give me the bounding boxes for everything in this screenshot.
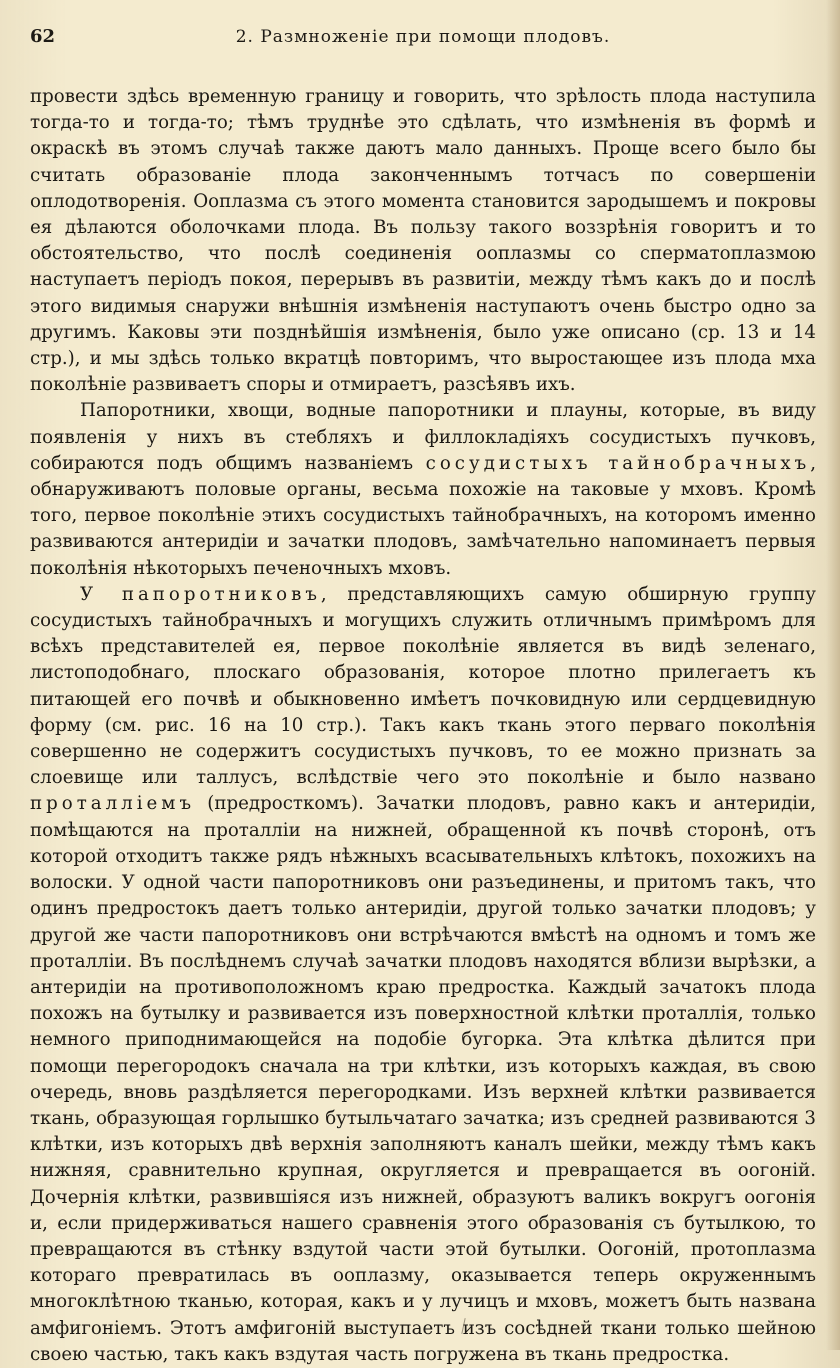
paragraph-3 — [30, 582, 816, 1368]
paragraph-2-text-a: Папоротники, хвощи, водные папоротники и плауны, которые, въ виду появленія у нихъ въ стебляхъ и филлокладіяхъ сосудистыхъ пучковъ, собираются подъ общимъ названіемъ — [30, 400, 816, 474]
running-title: 2. Размноженіе при помощи плодовъ. — [235, 27, 611, 47]
term-vascular-cryptogams: сосудистыхъ тайнобрачныхъ — [425, 452, 811, 474]
paragraph-2-text-b: , обнаруживаютъ половые органы, весьма похожіе на таковые у мховъ. Кромѣ того, первое поколѣніе этихъ сосудистыхъ тайнобрачныхъ, на которомъ именно развиваются антеридіи и зачатки плодовъ, замѣчательно напоминаетъ первыя поколѣнія нѣкоторыхъ печеночныхъ мховъ. — [30, 452, 816, 579]
term-ferns: У папоротниковъ — [80, 583, 321, 605]
page-edge-shadow — [826, 0, 840, 1350]
book-page — [30, 26, 816, 1368]
paragraph-2 — [30, 398, 816, 581]
page-header — [30, 26, 816, 60]
page-number: 62 — [30, 26, 56, 47]
paragraph-3-text-b: (предросткомъ). Зачатки плодовъ, равно какъ и антеридіи, помѣщаются на проталліи на нижней, обращенной къ почвѣ сторонѣ, отъ которой отходитъ также рядъ нѣжныхъ всасывательныхъ клѣтокъ, похожихъ на волоски. У одной части папоротниковъ они разъединены, и притомъ такъ, что одинъ предростокъ даетъ только антеридіи, другой только зачатки плодовъ; у другой же части папоротниковъ они встрѣчаются вмѣстѣ на одномъ и томъ же проталліи. Въ послѣднемъ случаѣ зачатки плодовъ находятся вблизи вырѣзки, а антеридіи на противоположномъ краю предростка. Каждый зачатокъ плода похожъ на бутылку и развивается изъ поверхностной клѣтки проталлія, только немного приподнимающейся на подобіе бугорка. Эта клѣтка дѣлится при помощи перегородокъ сначала на три клѣтки, изъ которыхъ каждая, въ свою очередь, вновь раздѣляется перегородками. Изъ верхней клѣтки развивается ткань, образующая горлышко бутыльчатаго зачатка; изъ средней развиваются 3 клѣтки, изъ которыхъ двѣ верхнія заполняютъ каналъ шейки, между тѣмъ какъ нижняя, сравнительно крупная, округляется и превращается въ оогоній. Дочернія клѣтки, развившіяся изъ нижней, образуютъ валикъ вокругъ оогонія и, если придерживаться нашего сравненія этого образованія съ бутылкою, то превращаются въ стѣнку вздутой части этой бутылки. Оогоній, протоплазма котораго превратилась въ ооплазму, оказывается теперь окруженнымъ многоклѣтною тканью, которая, какъ и у лучицъ и мховъ, можетъ быть названа амфигоніемъ. Этотъ амфигоній выступаетъ изъ сосѣдней ткани только шейною своею частью, такъ какъ вздутая часть погружена въ ткань предростка. — [30, 793, 816, 1365]
paragraph-3-text-a: , представляющихъ самую обширную группу сосудистыхъ тайнобрачныхъ и могущихъ служить отличнымъ примѣромъ для всѣхъ представителей ея, первое поколѣніе является въ видѣ зеленаго, листоподобнаго, плоскаго образованія, которое плотно прилегаетъ къ питающей его почвѣ и обыкновенно имѣетъ почковидную или сердцевидную форму (см. рис. 16 на 10 стр.). Такъ какъ ткань этого перваго поколѣнія совершенно не содержитъ сосудистыхъ пучковъ, то ее можно признать за слоевище или таллусъ, вслѣдствіе чего это поколѣніе и было названо — [30, 583, 816, 789]
term-prothallium: проталліемъ — [30, 793, 196, 815]
paragraph-1: провести здѣсь временную границу и говорить, что зрѣлость плода наступила тогда-то и тогда-то; тѣмъ труднѣе это сдѣлать, что измѣненія въ формѣ и окраскѣ въ этомъ случаѣ также даютъ мало данныхъ. Проще всего было бы считать образованіе плода законченнымъ тотчасъ по совершеніи оплодотворенія. Ооплазма съ этого момента становится зародышемъ и покровы ея дѣлаются оболочками плода. Въ пользу такого воззрѣнія говоритъ и то обстоятельство, что послѣ соединенія ооплазмы со сперматоплазмою наступаетъ періодъ покоя, перерывъ въ развитіи, между тѣмъ какъ до и послѣ этого видимыя снаружи внѣшнія измѣненія наступаютъ очень быстро одно за другимъ. Каковы эти позднѣйшія измѣненія, было уже описано (ср. 13 и 14 стр.), и мы здѣсь только вкратцѣ повторимъ, что выростающее изъ плода мха поколѣніе развиваетъ споры и отмираетъ, разсѣявъ ихъ. — [30, 86, 816, 396]
body-text — [30, 84, 816, 1368]
